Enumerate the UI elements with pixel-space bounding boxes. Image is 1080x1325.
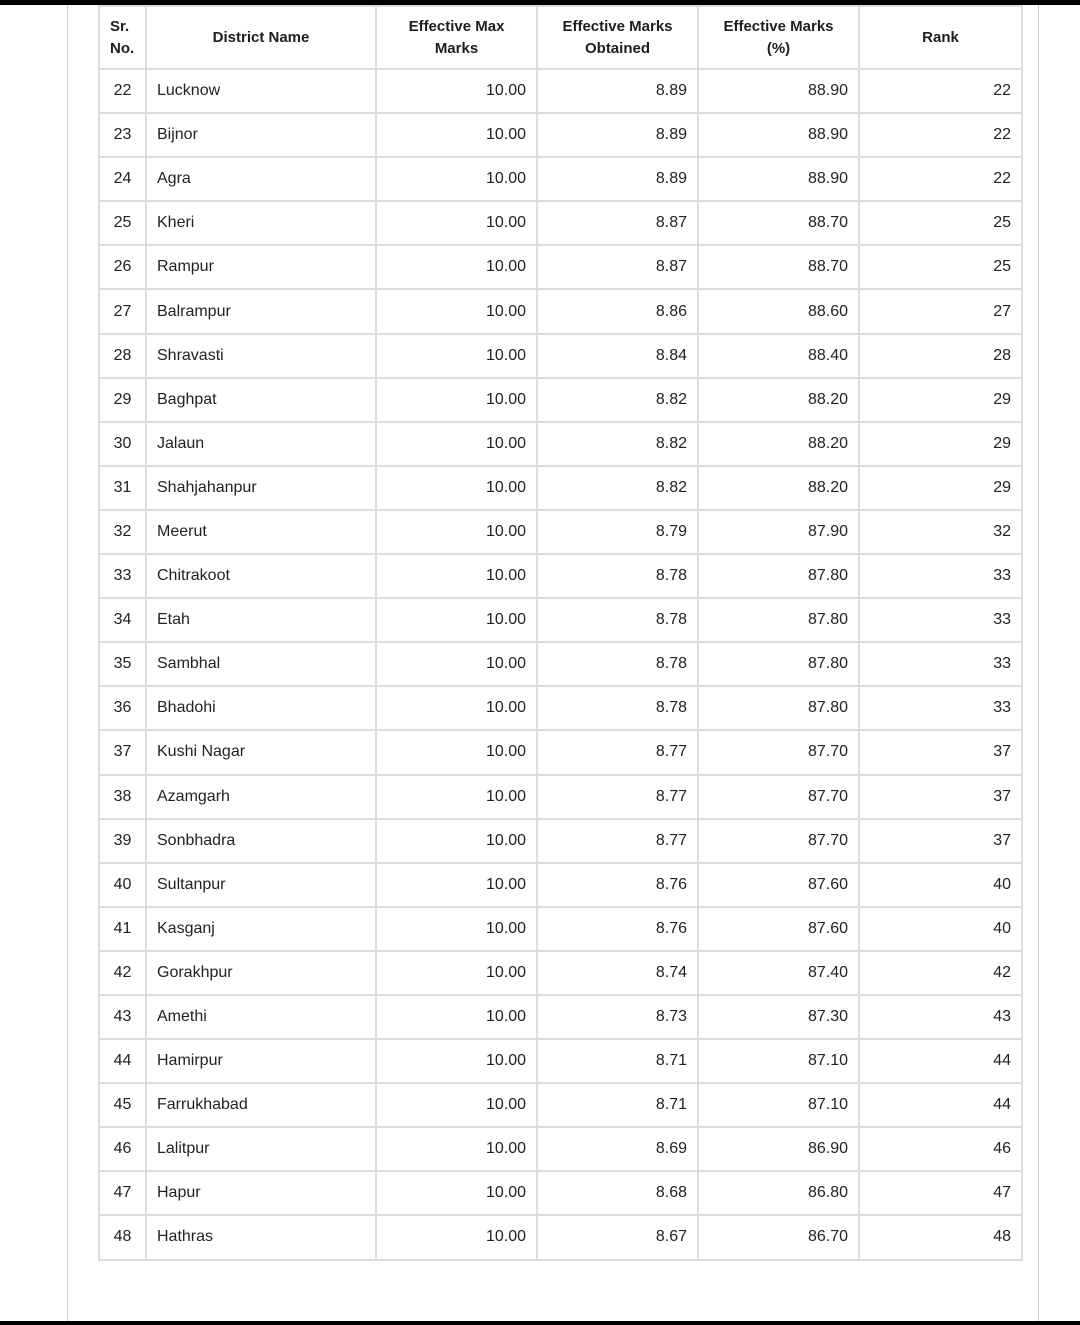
cell-sr-no: 33 [99,554,146,598]
cell-district-name: Etah [146,598,376,642]
table-row [99,863,1022,907]
cell-district-name: Kheri [146,201,376,245]
cell-effective-max-marks: 10.00 [376,69,537,113]
cell-district-name: Farrukhabad [146,1083,376,1127]
cell-rank: 37 [859,775,1022,819]
cell-rank: 47 [859,1171,1022,1215]
header-effective-marks-obtained [537,6,698,69]
cell-district-name: Shahjahanpur [146,466,376,510]
cell-effective-max-marks: 10.00 [376,1171,537,1215]
table-row [99,510,1022,554]
cell-effective-marks-percent: 87.80 [698,642,859,686]
cell-rank: 33 [859,554,1022,598]
table-row [99,730,1022,774]
cell-effective-marks-obtained: 8.82 [537,422,698,466]
table-header [99,6,1022,69]
cell-effective-max-marks: 10.00 [376,642,537,686]
cell-effective-marks-percent: 88.20 [698,466,859,510]
cell-effective-marks-obtained: 8.76 [537,907,698,951]
table-row [99,951,1022,995]
cell-rank: 25 [859,201,1022,245]
table-row [99,1171,1022,1215]
cell-rank: 48 [859,1215,1022,1259]
table-row [99,554,1022,598]
cell-effective-marks-percent: 87.10 [698,1083,859,1127]
table-row [99,642,1022,686]
cell-district-name: Amethi [146,995,376,1039]
cell-effective-marks-percent: 88.20 [698,378,859,422]
cell-effective-marks-percent: 87.90 [698,510,859,554]
table-row [99,1127,1022,1171]
cell-effective-marks-obtained: 8.68 [537,1171,698,1215]
cell-sr-no: 46 [99,1127,146,1171]
header-sr-line1: Sr. [110,17,130,35]
cell-sr-no: 47 [99,1171,146,1215]
cell-sr-no: 27 [99,289,146,333]
cell-district-name: Bhadohi [146,686,376,730]
cell-effective-marks-obtained: 8.89 [537,157,698,201]
table-row [99,422,1022,466]
cell-effective-marks-obtained: 8.67 [537,1215,698,1259]
cell-effective-max-marks: 10.00 [376,289,537,333]
cell-rank: 37 [859,730,1022,774]
page-edge-right [1038,5,1039,1321]
cell-rank: 44 [859,1039,1022,1083]
cell-effective-marks-obtained: 8.73 [537,995,698,1039]
cell-effective-max-marks: 10.00 [376,907,537,951]
page-edge-left [67,5,68,1321]
table-row [99,289,1022,333]
cell-rank: 25 [859,245,1022,289]
cell-district-name: Hapur [146,1171,376,1215]
cell-effective-max-marks: 10.00 [376,510,537,554]
cell-effective-max-marks: 10.00 [376,201,537,245]
cell-sr-no: 31 [99,466,146,510]
cell-effective-marks-percent: 86.90 [698,1127,859,1171]
table-row [99,201,1022,245]
table-body [99,69,1022,1260]
table-row [99,245,1022,289]
cell-sr-no: 29 [99,378,146,422]
table-row [99,1083,1022,1127]
table-row [99,598,1022,642]
cell-effective-max-marks: 10.00 [376,378,537,422]
cell-effective-marks-percent: 87.30 [698,995,859,1039]
table-row [99,686,1022,730]
cell-rank: 29 [859,422,1022,466]
cell-sr-no: 30 [99,422,146,466]
cell-sr-no: 39 [99,819,146,863]
cell-effective-max-marks: 10.00 [376,466,537,510]
cell-effective-marks-obtained: 8.77 [537,775,698,819]
cell-sr-no: 36 [99,686,146,730]
cell-effective-marks-obtained: 8.76 [537,863,698,907]
cell-effective-marks-percent: 88.90 [698,113,859,157]
cell-effective-marks-obtained: 8.77 [537,819,698,863]
cell-district-name: Meerut [146,510,376,554]
header-obtained-line2: Obtained [584,39,650,57]
cell-effective-marks-percent: 87.70 [698,730,859,774]
header-sr-no [99,6,146,69]
cell-rank: 46 [859,1127,1022,1171]
header-percent-line1: Effective Marks [723,17,834,35]
header-percent-line2: (%) [766,39,791,57]
cell-rank: 27 [859,289,1022,333]
cell-effective-marks-obtained: 8.69 [537,1127,698,1171]
cell-effective-marks-obtained: 8.77 [537,730,698,774]
cell-effective-max-marks: 10.00 [376,422,537,466]
table-row [99,334,1022,378]
header-row [99,6,1022,69]
cell-district-name: Azamgarh [146,775,376,819]
cell-effective-marks-percent: 87.80 [698,554,859,598]
cell-effective-max-marks: 10.00 [376,157,537,201]
cell-effective-marks-obtained: 8.82 [537,378,698,422]
cell-district-name: Rampur [146,245,376,289]
cell-effective-marks-obtained: 8.78 [537,642,698,686]
cell-effective-marks-percent: 88.90 [698,69,859,113]
table-row [99,1215,1022,1259]
header-obtained-line1: Effective Marks [562,17,673,35]
cell-effective-max-marks: 10.00 [376,1039,537,1083]
cell-effective-marks-obtained: 8.74 [537,951,698,995]
header-effective-max-marks [376,6,537,69]
cell-sr-no: 32 [99,510,146,554]
cell-rank: 33 [859,686,1022,730]
cell-effective-max-marks: 10.00 [376,1215,537,1259]
district-ranking-table [98,5,1023,1261]
cell-sr-no: 24 [99,157,146,201]
cell-sr-no: 28 [99,334,146,378]
cell-district-name: Sultanpur [146,863,376,907]
cell-effective-marks-obtained: 8.87 [537,201,698,245]
cell-effective-marks-percent: 88.60 [698,289,859,333]
cell-sr-no: 42 [99,951,146,995]
cell-sr-no: 43 [99,995,146,1039]
table-row [99,1039,1022,1083]
cell-effective-marks-obtained: 8.82 [537,466,698,510]
table-row [99,378,1022,422]
cell-rank: 22 [859,157,1022,201]
cell-district-name: Balrampur [146,289,376,333]
header-rank: Rank [859,6,1022,69]
cell-district-name: Sambhal [146,642,376,686]
cell-effective-marks-percent: 87.80 [698,686,859,730]
cell-rank: 44 [859,1083,1022,1127]
cell-rank: 42 [859,951,1022,995]
cell-rank: 29 [859,466,1022,510]
cell-rank: 33 [859,642,1022,686]
cell-district-name: Shravasti [146,334,376,378]
cell-effective-marks-obtained: 8.78 [537,598,698,642]
cell-district-name: Chitrakoot [146,554,376,598]
cell-sr-no: 25 [99,201,146,245]
cell-effective-marks-obtained: 8.89 [537,69,698,113]
cell-rank: 37 [859,819,1022,863]
cell-district-name: Gorakhpur [146,951,376,995]
cell-effective-marks-obtained: 8.87 [537,245,698,289]
cell-sr-no: 41 [99,907,146,951]
cell-effective-marks-obtained: 8.78 [537,686,698,730]
cell-effective-max-marks: 10.00 [376,951,537,995]
cell-sr-no: 22 [99,69,146,113]
cell-rank: 22 [859,113,1022,157]
cell-rank: 29 [859,378,1022,422]
cell-effective-max-marks: 10.00 [376,863,537,907]
cell-effective-max-marks: 10.00 [376,1127,537,1171]
cell-rank: 28 [859,334,1022,378]
district-ranking-table-container [98,5,1021,1261]
header-district-name: District Name [146,6,376,69]
header-effective-marks-percent [698,6,859,69]
cell-rank: 33 [859,598,1022,642]
bottom-frame-bar [0,1321,1080,1325]
cell-effective-marks-obtained: 8.71 [537,1039,698,1083]
cell-district-name: Lucknow [146,69,376,113]
cell-district-name: Kasganj [146,907,376,951]
cell-sr-no: 35 [99,642,146,686]
cell-effective-marks-percent: 87.70 [698,819,859,863]
cell-effective-marks-percent: 87.10 [698,1039,859,1083]
cell-district-name: Lalitpur [146,1127,376,1171]
cell-sr-no: 34 [99,598,146,642]
cell-district-name: Hathras [146,1215,376,1259]
table-row [99,113,1022,157]
cell-effective-max-marks: 10.00 [376,819,537,863]
cell-effective-marks-obtained: 8.86 [537,289,698,333]
cell-district-name: Kushi Nagar [146,730,376,774]
cell-effective-max-marks: 10.00 [376,113,537,157]
cell-effective-marks-obtained: 8.71 [537,1083,698,1127]
cell-effective-marks-percent: 88.20 [698,422,859,466]
cell-effective-marks-percent: 88.70 [698,245,859,289]
table-row [99,466,1022,510]
cell-sr-no: 23 [99,113,146,157]
cell-sr-no: 44 [99,1039,146,1083]
cell-effective-marks-percent: 86.70 [698,1215,859,1259]
cell-district-name: Sonbhadra [146,819,376,863]
cell-rank: 40 [859,907,1022,951]
cell-effective-marks-percent: 88.70 [698,201,859,245]
cell-district-name: Bijnor [146,113,376,157]
cell-effective-marks-percent: 87.40 [698,951,859,995]
cell-effective-max-marks: 10.00 [376,598,537,642]
cell-sr-no: 38 [99,775,146,819]
cell-effective-max-marks: 10.00 [376,995,537,1039]
cell-sr-no: 40 [99,863,146,907]
cell-effective-marks-percent: 88.40 [698,334,859,378]
header-max-line1: Effective Max [408,17,505,35]
cell-rank: 22 [859,69,1022,113]
cell-sr-no: 45 [99,1083,146,1127]
cell-effective-max-marks: 10.00 [376,554,537,598]
cell-rank: 40 [859,863,1022,907]
cell-district-name: Baghpat [146,378,376,422]
cell-effective-max-marks: 10.00 [376,775,537,819]
table-row [99,819,1022,863]
cell-district-name: Hamirpur [146,1039,376,1083]
cell-effective-marks-percent: 87.70 [698,775,859,819]
table-row [99,69,1022,113]
cell-rank: 43 [859,995,1022,1039]
cell-rank: 32 [859,510,1022,554]
header-max-line2: Marks [434,39,479,57]
cell-effective-marks-percent: 87.60 [698,907,859,951]
cell-effective-marks-obtained: 8.89 [537,113,698,157]
cell-effective-marks-obtained: 8.79 [537,510,698,554]
cell-sr-no: 48 [99,1215,146,1259]
cell-effective-marks-obtained: 8.78 [537,554,698,598]
cell-effective-marks-percent: 86.80 [698,1171,859,1215]
table-row [99,995,1022,1039]
table-row [99,157,1022,201]
cell-district-name: Jalaun [146,422,376,466]
cell-effective-marks-percent: 88.90 [698,157,859,201]
cell-effective-max-marks: 10.00 [376,730,537,774]
cell-effective-max-marks: 10.00 [376,334,537,378]
header-sr-line2: No. [110,39,135,57]
table-row [99,775,1022,819]
cell-effective-max-marks: 10.00 [376,1083,537,1127]
cell-effective-max-marks: 10.00 [376,245,537,289]
table-row [99,907,1022,951]
cell-effective-marks-percent: 87.60 [698,863,859,907]
cell-effective-marks-percent: 87.80 [698,598,859,642]
cell-effective-marks-obtained: 8.84 [537,334,698,378]
cell-sr-no: 26 [99,245,146,289]
cell-sr-no: 37 [99,730,146,774]
cell-effective-max-marks: 10.00 [376,686,537,730]
cell-district-name: Agra [146,157,376,201]
